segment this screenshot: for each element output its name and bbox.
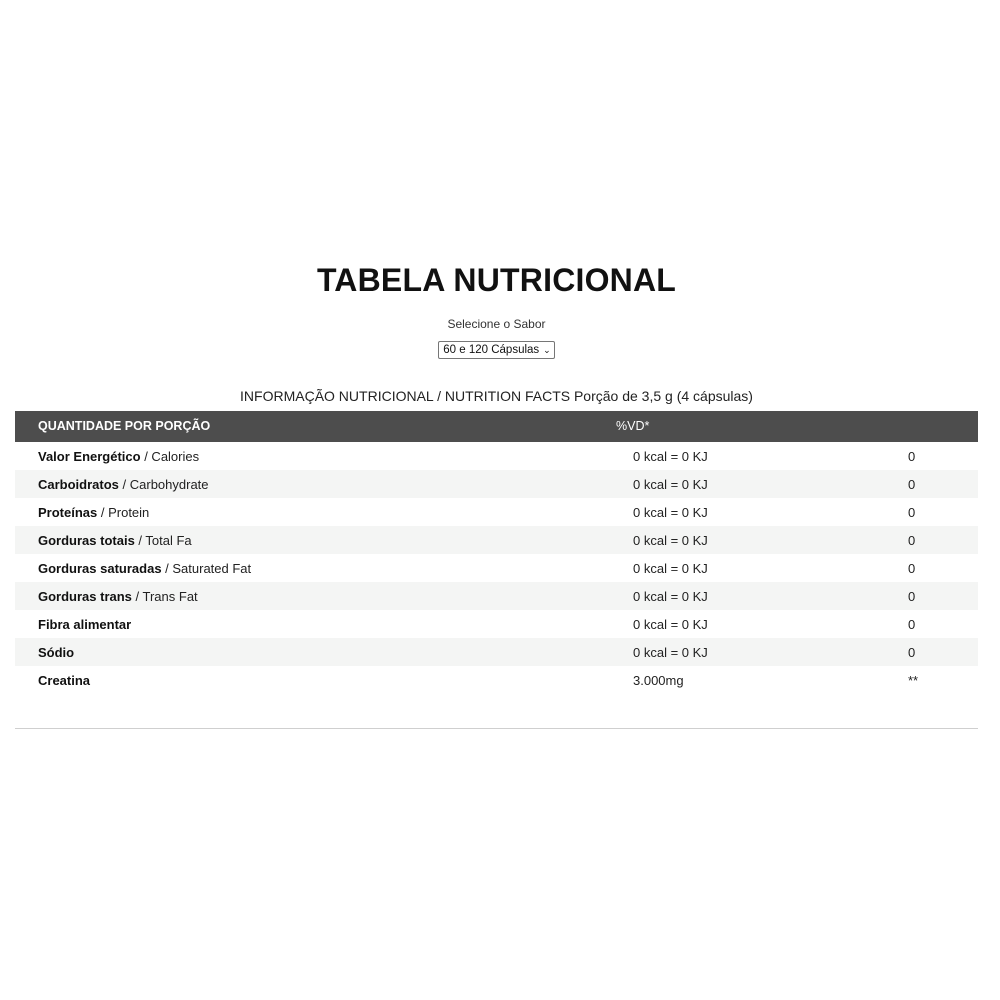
row-name-en: / Protein: [97, 505, 150, 520]
flavor-select-wrapper: [0, 340, 993, 359]
table-header: [15, 411, 978, 442]
table-row: [15, 554, 978, 582]
row-daily-value: 0: [908, 589, 916, 604]
row-name-en: / Total Fa: [134, 533, 192, 548]
row-name-en: / Calories: [140, 449, 200, 464]
row-name-pt: Carboidratos: [38, 477, 119, 492]
table-row: [15, 610, 978, 638]
header-quantity: QUANTIDADE POR PORÇÃO: [38, 419, 211, 433]
table-row: [15, 582, 978, 610]
row-quantity: 0 kcal = 0 KJ: [633, 561, 708, 576]
row-daily-value: 0: [908, 477, 916, 492]
row-daily-value: 0: [908, 505, 916, 520]
table-row: [15, 470, 978, 498]
row-name: [38, 673, 90, 688]
row-name: [38, 617, 131, 632]
row-daily-value: 0: [908, 617, 916, 632]
row-name: [38, 589, 198, 604]
chevron-down-icon: ⌄: [543, 344, 551, 355]
table-row: [15, 442, 978, 470]
table-row: [15, 526, 978, 554]
row-quantity: 0 kcal = 0 KJ: [633, 645, 708, 660]
row-quantity: 0 kcal = 0 KJ: [633, 533, 708, 548]
row-daily-value: 0: [908, 533, 916, 548]
row-name-pt: Gorduras trans: [38, 589, 132, 604]
page-title: TABELA NUTRICIONAL: [316, 262, 677, 298]
row-name: [38, 561, 251, 576]
row-quantity: 3.000mg: [633, 673, 684, 688]
row-name: [38, 645, 74, 660]
row-quantity: 0 kcal = 0 KJ: [633, 589, 708, 604]
row-name-pt: Gorduras totais: [38, 533, 135, 548]
row-name-pt: Fibra alimentar: [38, 617, 132, 632]
row-daily-value: **: [908, 673, 919, 688]
row-name-en: / Trans Fat: [131, 589, 198, 604]
header-daily-value: %VD*: [616, 419, 650, 433]
row-quantity: 0 kcal = 0 KJ: [633, 617, 708, 632]
row-daily-value: 0: [908, 449, 916, 464]
row-quantity: 0 kcal = 0 KJ: [633, 505, 708, 520]
flavor-select-value: 60 e 120 Cápsulas: [443, 344, 540, 356]
row-daily-value: 0: [908, 645, 916, 660]
nutrition-facts-heading: INFORMAÇÃO NUTRICIONAL / NUTRITION FACTS Porção de 3,5 g (4 cápsulas): [240, 388, 753, 404]
flavor-label: Selecione o Sabor: [447, 317, 546, 331]
row-name: [38, 477, 209, 492]
row-name-en: / Carbohydrate: [118, 477, 209, 492]
row-name-pt: Gorduras saturadas: [38, 561, 162, 576]
row-name-pt: Creatina: [38, 673, 91, 688]
nutrition-table: [15, 411, 978, 694]
row-daily-value: 0: [908, 561, 916, 576]
row-name: [38, 449, 199, 464]
divider: [15, 728, 978, 729]
row-name-pt: Proteínas: [38, 505, 98, 520]
row-name-pt: Sódio: [38, 645, 75, 660]
table-row: [15, 498, 978, 526]
row-name: [38, 505, 149, 520]
flavor-select[interactable]: [438, 341, 554, 359]
row-name-pt: Valor Energético: [38, 449, 141, 464]
table-row: [15, 638, 978, 666]
row-name-en: / Saturated Fat: [161, 561, 252, 576]
row-quantity: 0 kcal = 0 KJ: [633, 449, 708, 464]
row-name: [38, 533, 192, 548]
row-quantity: 0 kcal = 0 KJ: [633, 477, 708, 492]
table-row: [15, 666, 978, 694]
